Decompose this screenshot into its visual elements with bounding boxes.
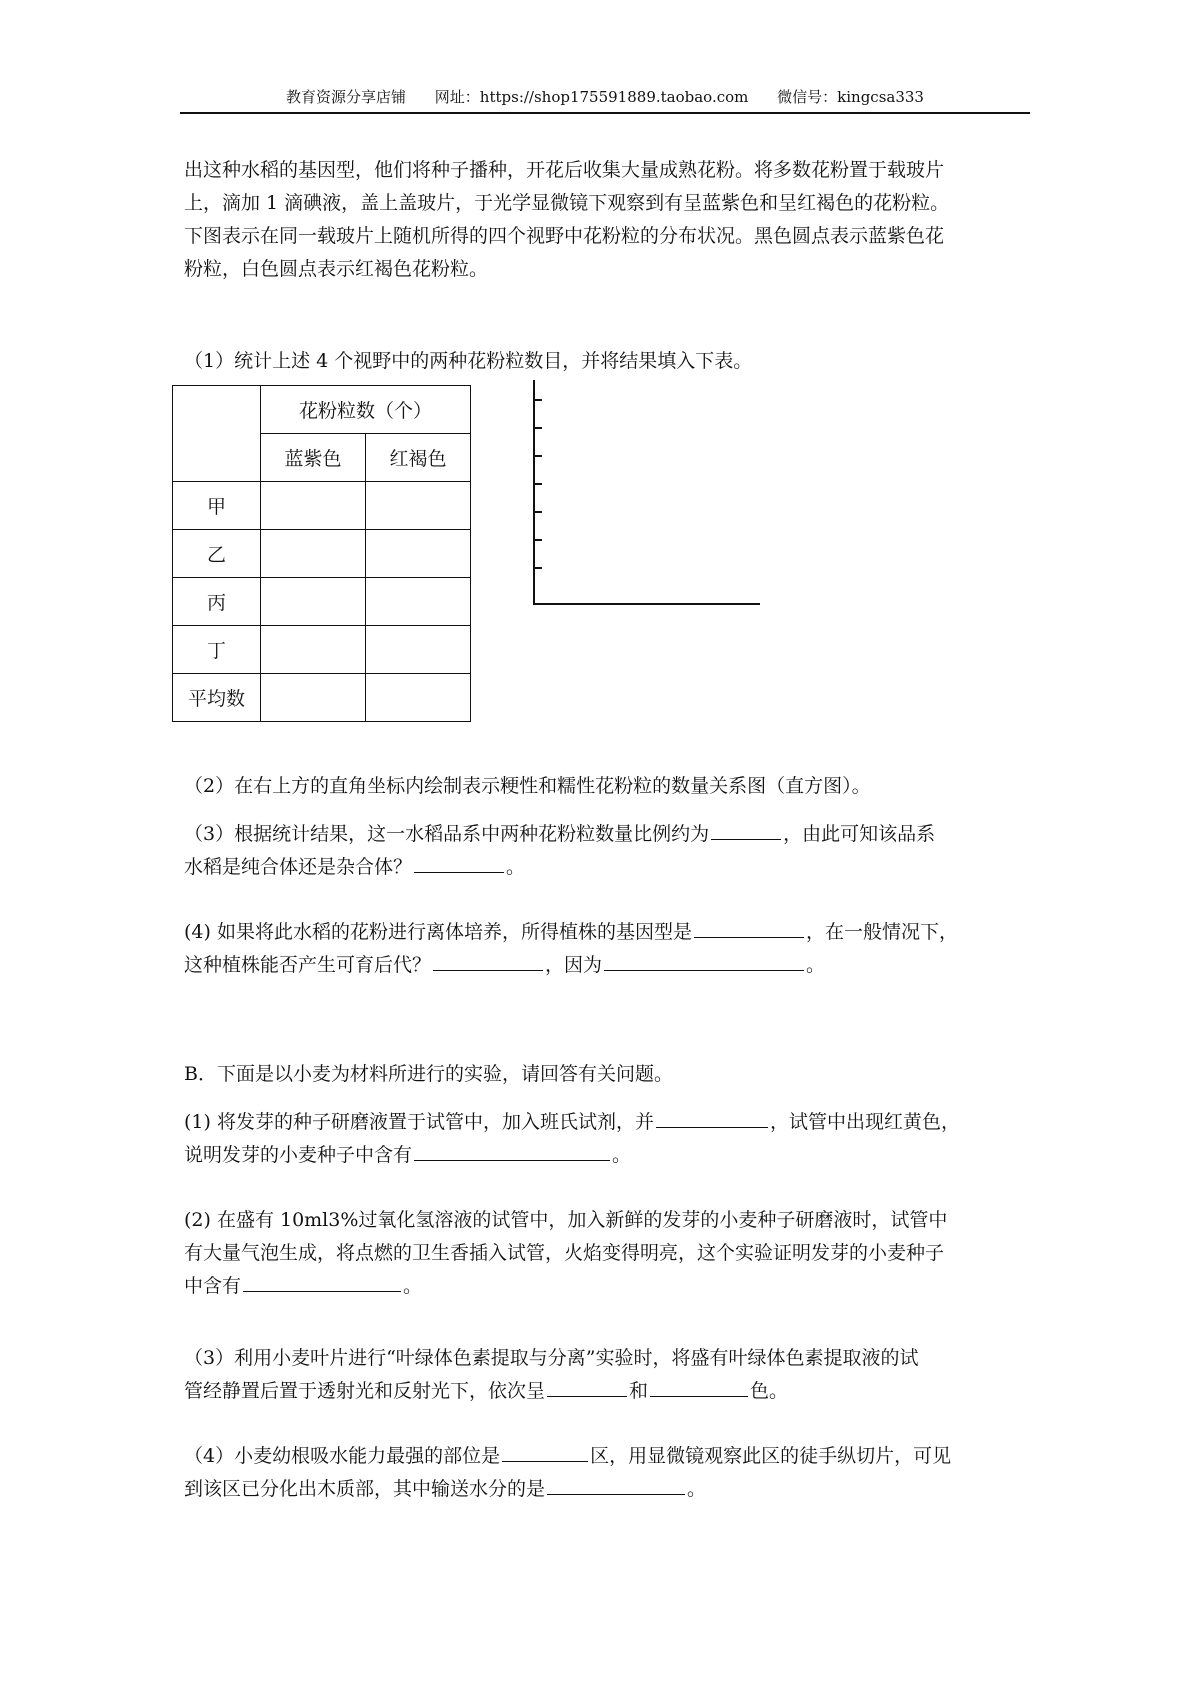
header-wechat: 微信号：kingcsa333 [777,88,924,106]
pollen-count-table [172,385,471,722]
input-cell[interactable] [261,626,366,674]
input-cell[interactable] [261,530,366,578]
input-cell[interactable] [366,482,471,530]
input-cell[interactable] [366,578,471,626]
answer-blank[interactable] [656,1107,768,1128]
input-cell[interactable] [261,482,366,530]
table-corner-cell [173,386,261,482]
answer-blank[interactable] [502,1441,588,1462]
input-cell[interactable] [366,530,471,578]
part-b-title: B．下面是以小麦为材料所进行的实验，请回答有关问题。 [184,1063,673,1085]
part-b-question-4: （4）小麦幼根吸水能力最强的部位是 区，用显微镜观察此区的徒手纵切片，可见 到该区已分化出木质部，其中输送水分的是 。 [184,1440,1026,1506]
page-header [180,86,1030,114]
answer-blank[interactable] [604,950,804,971]
part-b-question-1: (1) 将发芽的种子研磨液置于试管中，加入班氏试剂，并 ，试管中出现红黄色， 说明发芽的小麦种子中含有 。 [184,1106,1026,1172]
answer-blank[interactable] [547,1474,685,1495]
row-label: 甲 [173,482,261,530]
part-b-question-3: （3）利用小麦叶片进行“叶绿体色素提取与分离”实验时，将盛有叶绿体色素提取液的试 管经静置后置于透射光和反射光下，依次呈 和 色。 [184,1347,919,1402]
answer-blank[interactable] [414,852,504,873]
table-header-pollen-count: 花粉粒数（个） [261,386,471,434]
table-row [173,674,471,722]
answer-blank[interactable] [711,819,781,840]
header-shop: 教育资源分享店铺 [286,88,407,106]
empty-coordinate-axes[interactable] [520,380,770,610]
input-cell[interactable] [261,674,366,722]
answer-blank[interactable] [433,950,543,971]
intro-line-4: 粉粒，白色圆点表示红褐色花粉粒。 [184,258,489,280]
question-2: （2）在右上方的直角坐标内绘制表示粳性和糯性花粉粒的数量关系图（直方图）。 [184,775,871,797]
table-header-blue-purple: 蓝紫色 [261,434,366,482]
header-url: 网址：https://shop175591889.taobao.com [434,88,749,106]
answer-blank[interactable] [547,1376,627,1397]
input-cell[interactable] [261,578,366,626]
answer-blank[interactable] [243,1271,401,1292]
question-3: （3）根据统计结果，这一水稻品系中两种花粉粒数量比例约为 ，由此可知该品系 水稻是纯合体还是杂合体？ 。 [184,818,1026,884]
part-b-question-2: (2) 在盛有 10ml3%过氧化氢溶液的试管中，加入新鲜的发芽的小麦种子研磨液时，试管中 有大量气泡生成，将点燃的卫生香插入试管，火焰变得明亮，这个实验证明发芽的小麦种子 中含有 。 [184,1209,948,1297]
intro-line-2: 上，滴加 1 滴碘液，盖上盖玻片，于光学显微镜下观察到有呈蓝紫色和呈红褐色的花粉粒。 [184,192,950,214]
table-row [173,530,471,578]
table-row [173,482,471,530]
answer-blank[interactable] [694,917,804,938]
question-4: (4) 如果将此水稻的花粉进行离体培养，所得植株的基因型是 ，在一般情况下， 这种植株能否产生可育后代？ ，因为 。 [184,916,1026,982]
answer-blank[interactable] [650,1376,748,1397]
input-cell[interactable] [366,626,471,674]
intro-paragraph [184,154,1026,286]
input-cell[interactable] [366,674,471,722]
table-row [173,626,471,674]
row-label: 丙 [173,578,261,626]
intro-line-3: 下图表示在同一载玻片上随机所得的四个视野中花粉粒的分布状况。黑色圆点表示蓝紫色花 [184,225,945,247]
table-header-red-brown: 红褐色 [366,434,471,482]
table-row [173,578,471,626]
row-label: 平均数 [173,674,261,722]
row-label: 乙 [173,530,261,578]
y-axis-ticks [534,400,542,568]
row-label: 丁 [173,626,261,674]
answer-blank[interactable] [414,1140,610,1161]
intro-line-1: 出这种水稻的基因型，他们将种子播种，开花后收集大量成熟花粉。将多数花粉置于载玻片 [184,159,945,181]
question-1: （1）统计上述 4 个视野中的两种花粉粒数目，并将结果填入下表。 [184,350,753,372]
